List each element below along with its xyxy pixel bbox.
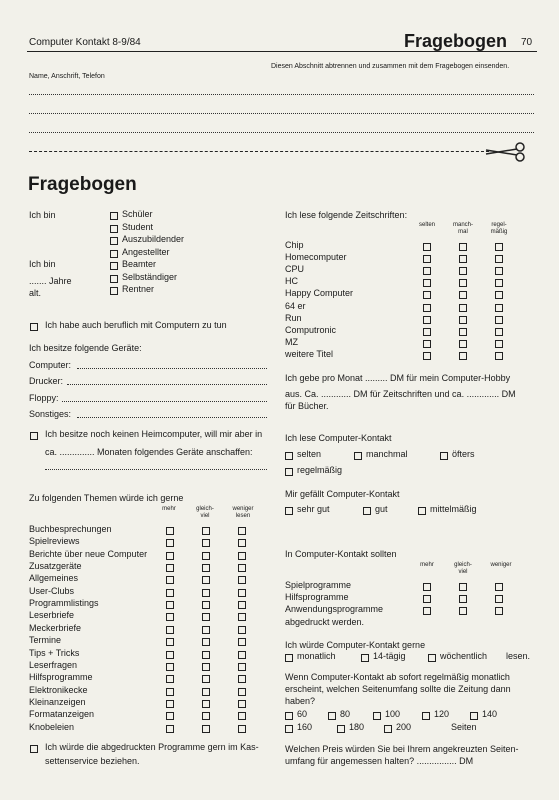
table-checkbox[interactable] bbox=[423, 316, 431, 324]
option-label: Ich würde die abgedruckten Programme gern im Kas- bbox=[45, 742, 259, 752]
sollten-col-mehr: mehr bbox=[420, 562, 434, 568]
table-checkbox[interactable] bbox=[459, 291, 467, 299]
gerne-title: Ich würde Computer-Kontakt gerne bbox=[285, 640, 426, 650]
table-checkbox[interactable] bbox=[459, 267, 467, 275]
table-checkbox[interactable] bbox=[495, 279, 503, 287]
geraet-drucker-field[interactable] bbox=[67, 384, 267, 385]
checkbox[interactable] bbox=[285, 468, 293, 476]
checkbox[interactable] bbox=[418, 507, 426, 515]
page-title: Fragebogen bbox=[404, 31, 508, 51]
preis-line-1: Welchen Preis würden Sie bei Ihrem angekreuzten Seiten- bbox=[285, 744, 519, 754]
magazine-issue: Computer Kontakt 8-9/84 bbox=[29, 37, 141, 48]
table-checkbox[interactable] bbox=[423, 352, 431, 360]
table-checkbox[interactable] bbox=[166, 589, 174, 597]
table-checkbox[interactable] bbox=[238, 712, 246, 720]
table-row-label: 64 er bbox=[285, 300, 306, 311]
table-checkbox[interactable] bbox=[238, 527, 246, 535]
scissors-icon bbox=[484, 141, 528, 163]
table-checkbox[interactable] bbox=[202, 638, 210, 646]
seiten-label: Seiten bbox=[451, 722, 477, 732]
table-row-label: Formatanzeigen bbox=[29, 709, 95, 720]
table-checkbox[interactable] bbox=[459, 328, 467, 336]
checkbox[interactable] bbox=[285, 712, 293, 720]
checkbox[interactable] bbox=[422, 712, 430, 720]
table-checkbox[interactable] bbox=[495, 352, 503, 360]
table-checkbox[interactable] bbox=[202, 552, 210, 560]
table-checkbox[interactable] bbox=[238, 663, 246, 671]
table-checkbox[interactable] bbox=[423, 291, 431, 299]
table-checkbox[interactable] bbox=[423, 595, 431, 603]
table-checkbox[interactable] bbox=[238, 576, 246, 584]
lese-title: Ich lese Computer-Kontakt bbox=[285, 433, 392, 443]
cut-line bbox=[29, 151, 489, 152]
checkbox[interactable] bbox=[328, 712, 336, 720]
table-checkbox[interactable] bbox=[459, 279, 467, 287]
address-line-2[interactable] bbox=[29, 113, 534, 114]
option-label: sehr gut bbox=[297, 504, 330, 514]
table-checkbox[interactable] bbox=[166, 552, 174, 560]
themen-title: Zu folgenden Themen würde ich gerne bbox=[29, 493, 184, 503]
option-label: gut bbox=[375, 504, 388, 514]
table-checkbox[interactable] bbox=[202, 688, 210, 696]
table-row-label: Termine bbox=[29, 635, 62, 646]
table-checkbox[interactable] bbox=[166, 626, 174, 634]
table-checkbox[interactable] bbox=[202, 576, 210, 584]
table-row-label: Knobeleien bbox=[29, 721, 75, 732]
table-row-label: Hilfsprogramme bbox=[285, 592, 349, 602]
table-row-label: weitere Titel bbox=[285, 348, 334, 359]
option-label: mittelmäßig bbox=[430, 504, 477, 514]
table-checkbox[interactable] bbox=[238, 688, 246, 696]
option-label: 80 bbox=[340, 709, 351, 719]
option-label: 140 bbox=[482, 709, 498, 719]
gerne-suffix: lesen. bbox=[506, 651, 531, 661]
table-checkbox[interactable] bbox=[238, 626, 246, 634]
preis-line-2[interactable]: umfang für angemessen halten? ................ DM bbox=[285, 756, 474, 766]
table-row-label: Meckerbriefe bbox=[29, 622, 82, 633]
table-checkbox[interactable] bbox=[238, 539, 246, 547]
table-checkbox[interactable] bbox=[166, 688, 174, 696]
sollten-col-gleichviel: gleich- viel bbox=[454, 562, 472, 575]
geraet-computer-field[interactable] bbox=[77, 368, 267, 369]
checkbox[interactable] bbox=[470, 712, 478, 720]
option-label: 60 bbox=[297, 709, 308, 719]
option-label: öfters bbox=[452, 449, 475, 459]
cut-instruction: Diesen Abschnitt abtrennen und zusammen mit dem Fragebogen einsenden. bbox=[271, 63, 510, 70]
checkbox[interactable] bbox=[285, 452, 293, 460]
table-row-label: Homecomputer bbox=[285, 252, 347, 263]
monat-line-2[interactable]: aus. Ca. ............ DM für Zeitschriften und ca. ............. DM bbox=[285, 389, 516, 399]
table-checkbox[interactable] bbox=[166, 564, 174, 572]
themen-col-gleichviel: gleich- viel bbox=[196, 506, 214, 519]
option-label: Rentner bbox=[122, 284, 155, 294]
table-checkbox[interactable] bbox=[166, 638, 174, 646]
table-row-label: Run bbox=[285, 312, 302, 323]
table-row-label: Kleinanzeigen bbox=[29, 696, 86, 707]
table-checkbox[interactable] bbox=[495, 340, 503, 348]
table-checkbox[interactable] bbox=[238, 725, 246, 733]
table-checkbox[interactable] bbox=[423, 607, 431, 615]
header-rule bbox=[27, 51, 537, 52]
sollten-col-weniger: weniger bbox=[490, 562, 512, 568]
table-checkbox[interactable] bbox=[423, 583, 431, 591]
zeit-col-selten: selten bbox=[418, 222, 435, 228]
alt-label: alt. bbox=[29, 288, 42, 298]
option-label: 180 bbox=[349, 722, 365, 732]
checkbox[interactable] bbox=[30, 745, 38, 753]
option-label: 100 bbox=[385, 709, 401, 719]
table-checkbox[interactable] bbox=[202, 700, 210, 708]
table-row-label: Buchbesprechungen bbox=[29, 524, 112, 534]
table-checkbox[interactable] bbox=[202, 712, 210, 720]
table-checkbox[interactable] bbox=[202, 601, 210, 609]
table-checkbox[interactable] bbox=[495, 316, 503, 324]
table-row-label: Tips + Tricks bbox=[29, 647, 80, 658]
table-checkbox[interactable] bbox=[238, 552, 246, 560]
table-checkbox[interactable] bbox=[202, 725, 210, 733]
table-checkbox[interactable] bbox=[166, 613, 174, 621]
checkbox[interactable] bbox=[354, 452, 362, 460]
table-checkbox[interactable] bbox=[238, 589, 246, 597]
abgedruckt-label: abgedruckt werden. bbox=[285, 617, 365, 627]
checkbox[interactable] bbox=[110, 212, 118, 220]
checkbox[interactable] bbox=[285, 725, 293, 733]
table-row-label: Computronic bbox=[285, 324, 337, 335]
option-label: Ich habe auch beruflich mit Computern zu tun bbox=[45, 320, 227, 330]
table-checkbox[interactable] bbox=[166, 712, 174, 720]
table-row-label: Spielprogramme bbox=[285, 580, 352, 590]
address-line-1[interactable] bbox=[29, 94, 534, 95]
table-checkbox[interactable] bbox=[238, 601, 246, 609]
table-checkbox[interactable] bbox=[202, 564, 210, 572]
table-row-label: Chip bbox=[285, 240, 304, 250]
table-checkbox[interactable] bbox=[423, 279, 431, 287]
table-checkbox[interactable] bbox=[459, 316, 467, 324]
option-label: 120 bbox=[434, 709, 450, 719]
table-row-label: Berichte über neue Computer bbox=[29, 548, 148, 559]
table-checkbox[interactable] bbox=[202, 675, 210, 683]
geraet-floppy-label: Floppy: bbox=[29, 393, 59, 403]
page-number: 70 bbox=[521, 37, 533, 48]
table-checkbox[interactable] bbox=[495, 607, 503, 615]
table-checkbox[interactable] bbox=[423, 267, 431, 275]
zeit-col-manchmal: manch- mal bbox=[452, 222, 473, 235]
table-row-label: Leserfragen bbox=[29, 659, 78, 670]
table-checkbox[interactable] bbox=[238, 564, 246, 572]
table-checkbox[interactable] bbox=[202, 651, 210, 659]
table-row-label: Spielreviews bbox=[29, 536, 80, 547]
table-checkbox[interactable] bbox=[423, 255, 431, 263]
checkbox[interactable] bbox=[30, 432, 38, 440]
table-row-label: Happy Computer bbox=[285, 288, 354, 299]
table-checkbox[interactable] bbox=[495, 255, 503, 263]
table-row-label: Allgemeines bbox=[29, 573, 79, 584]
table-checkbox[interactable] bbox=[238, 638, 246, 646]
checkbox[interactable] bbox=[110, 275, 118, 283]
checkbox[interactable] bbox=[110, 287, 118, 295]
geraet-sonstiges-field[interactable] bbox=[77, 417, 267, 418]
table-row-label: User-Clubs bbox=[29, 585, 75, 596]
table-checkbox[interactable] bbox=[166, 527, 174, 535]
table-checkbox[interactable] bbox=[459, 304, 467, 312]
table-checkbox[interactable] bbox=[495, 291, 503, 299]
table-checkbox[interactable] bbox=[166, 663, 174, 671]
table-row-label: Zusatzgeräte bbox=[29, 561, 82, 572]
checkbox[interactable] bbox=[110, 262, 118, 270]
table-row-label: CPU bbox=[285, 264, 305, 275]
table-row-label: Programmlistings bbox=[29, 598, 99, 609]
zeitschriften-title: Ich lese folgende Zeitschriften: bbox=[285, 210, 408, 220]
table-checkbox[interactable] bbox=[202, 527, 210, 535]
kein-computer-field[interactable] bbox=[45, 469, 267, 470]
table-checkbox[interactable] bbox=[166, 651, 174, 659]
geraet-computer-label: Computer: bbox=[29, 360, 72, 370]
table-row-label: HC bbox=[285, 276, 298, 287]
geraete-title: Ich besitze folgende Geräte: bbox=[29, 343, 142, 353]
table-checkbox[interactable] bbox=[202, 613, 210, 621]
umfang-line-3: haben? bbox=[285, 696, 316, 706]
table-checkbox[interactable] bbox=[459, 255, 467, 263]
themen-col-mehr: mehr bbox=[162, 506, 176, 512]
table-row-label: Leserbriefe bbox=[29, 610, 75, 621]
table-checkbox[interactable] bbox=[166, 675, 174, 683]
option-label: Selbständiger bbox=[122, 272, 178, 282]
table-checkbox[interactable] bbox=[459, 352, 467, 360]
checkbox[interactable] bbox=[110, 225, 118, 233]
option-label: selten bbox=[297, 449, 322, 459]
umfang-line-2: erscheint, welchen Seitenumfang sollte die Zeitung dann bbox=[285, 684, 511, 694]
checkbox[interactable] bbox=[30, 323, 38, 331]
table-checkbox[interactable] bbox=[166, 601, 174, 609]
table-row-label: Elektronikecke bbox=[29, 684, 88, 695]
table-row-label: Anwendungsprogramme bbox=[285, 604, 384, 614]
table-checkbox[interactable] bbox=[202, 663, 210, 671]
umfang-line-1: Wenn Computer-Kontakt ab sofort regelmäßig monatlich bbox=[285, 672, 510, 682]
option-label: regelmäßig bbox=[297, 465, 343, 475]
form-heading: Fragebogen bbox=[28, 174, 137, 195]
checkbox[interactable] bbox=[285, 654, 293, 662]
jahre-label[interactable]: ....... Jahre bbox=[29, 276, 72, 286]
checkbox[interactable] bbox=[285, 507, 293, 515]
checkbox[interactable] bbox=[428, 654, 436, 662]
table-checkbox[interactable] bbox=[423, 304, 431, 312]
table-checkbox[interactable] bbox=[238, 700, 246, 708]
checkbox[interactable] bbox=[110, 237, 118, 245]
checkbox[interactable] bbox=[363, 507, 371, 515]
table-checkbox[interactable] bbox=[166, 576, 174, 584]
gefaellt-title: Mir gefällt Computer-Kontakt bbox=[285, 489, 400, 499]
option-label: wöchentlich bbox=[440, 651, 488, 661]
table-checkbox[interactable] bbox=[495, 328, 503, 336]
monat-line-1[interactable]: Ich gebe pro Monat ......... DM für mein Computer-Hobby bbox=[285, 373, 511, 383]
geraet-drucker-label: Drucker: bbox=[29, 376, 64, 386]
checkbox[interactable] bbox=[337, 725, 345, 733]
option-label: Student bbox=[122, 222, 154, 232]
checkbox[interactable] bbox=[440, 452, 448, 460]
table-row-label: MZ bbox=[285, 336, 298, 347]
table-row-label: Hilfsprogramme bbox=[29, 672, 93, 683]
table-checkbox[interactable] bbox=[202, 626, 210, 634]
option-label: Auszubildender bbox=[122, 234, 185, 244]
table-checkbox[interactable] bbox=[166, 539, 174, 547]
table-checkbox[interactable] bbox=[238, 675, 246, 683]
zeit-col-regelmaessig: regel- mäßig bbox=[490, 222, 508, 235]
option-label: Angestellter bbox=[122, 247, 170, 257]
table-checkbox[interactable] bbox=[459, 583, 467, 591]
checkbox[interactable] bbox=[361, 654, 369, 662]
table-checkbox[interactable] bbox=[202, 589, 210, 597]
ich-bin-label-2: Ich bin bbox=[29, 259, 56, 269]
checkbox[interactable] bbox=[373, 712, 381, 720]
geraet-sonstiges-label: Sonstiges: bbox=[29, 409, 72, 419]
table-checkbox[interactable] bbox=[166, 700, 174, 708]
kassette-line-2: settenservice beziehen. bbox=[45, 756, 140, 766]
option-label: 14-tägig bbox=[373, 651, 406, 661]
checkbox[interactable] bbox=[110, 250, 118, 258]
table-checkbox[interactable] bbox=[459, 243, 467, 251]
table-checkbox[interactable] bbox=[459, 340, 467, 348]
geraet-floppy-field[interactable] bbox=[62, 401, 267, 402]
address-label: Name, Anschrift, Telefon bbox=[29, 73, 105, 80]
table-checkbox[interactable] bbox=[423, 243, 431, 251]
table-checkbox[interactable] bbox=[202, 539, 210, 547]
table-checkbox[interactable] bbox=[495, 243, 503, 251]
option-label: 160 bbox=[297, 722, 313, 732]
checkbox[interactable] bbox=[384, 725, 392, 733]
table-checkbox[interactable] bbox=[495, 583, 503, 591]
table-checkbox[interactable] bbox=[238, 613, 246, 621]
option-label: manchmal bbox=[366, 449, 408, 459]
table-checkbox[interactable] bbox=[495, 304, 503, 312]
address-line-3[interactable] bbox=[29, 132, 534, 133]
table-checkbox[interactable] bbox=[238, 651, 246, 659]
option-label: Ich besitze noch keinen Heimcomputer, will mir aber in bbox=[45, 429, 263, 439]
option-label: Schüler bbox=[122, 209, 153, 219]
monat-line-3: für Bücher. bbox=[285, 401, 329, 411]
ich-bin-label-1: Ich bin bbox=[29, 210, 56, 220]
themen-col-weniger: weniger lesen bbox=[232, 506, 254, 519]
table-checkbox[interactable] bbox=[459, 595, 467, 603]
table-checkbox[interactable] bbox=[495, 595, 503, 603]
table-checkbox[interactable] bbox=[423, 340, 431, 348]
sollten-title: In Computer-Kontakt sollten bbox=[285, 549, 397, 559]
table-checkbox[interactable] bbox=[423, 328, 431, 336]
option-label: Beamter bbox=[122, 259, 157, 269]
table-checkbox[interactable] bbox=[166, 725, 174, 733]
kein-computer-line-2: ca. .............. Monaten folgendes Geräte anschaffen: bbox=[45, 447, 253, 457]
option-label: monatlich bbox=[297, 651, 336, 661]
table-checkbox[interactable] bbox=[459, 607, 467, 615]
table-checkbox[interactable] bbox=[495, 267, 503, 275]
option-label: 200 bbox=[396, 722, 412, 732]
